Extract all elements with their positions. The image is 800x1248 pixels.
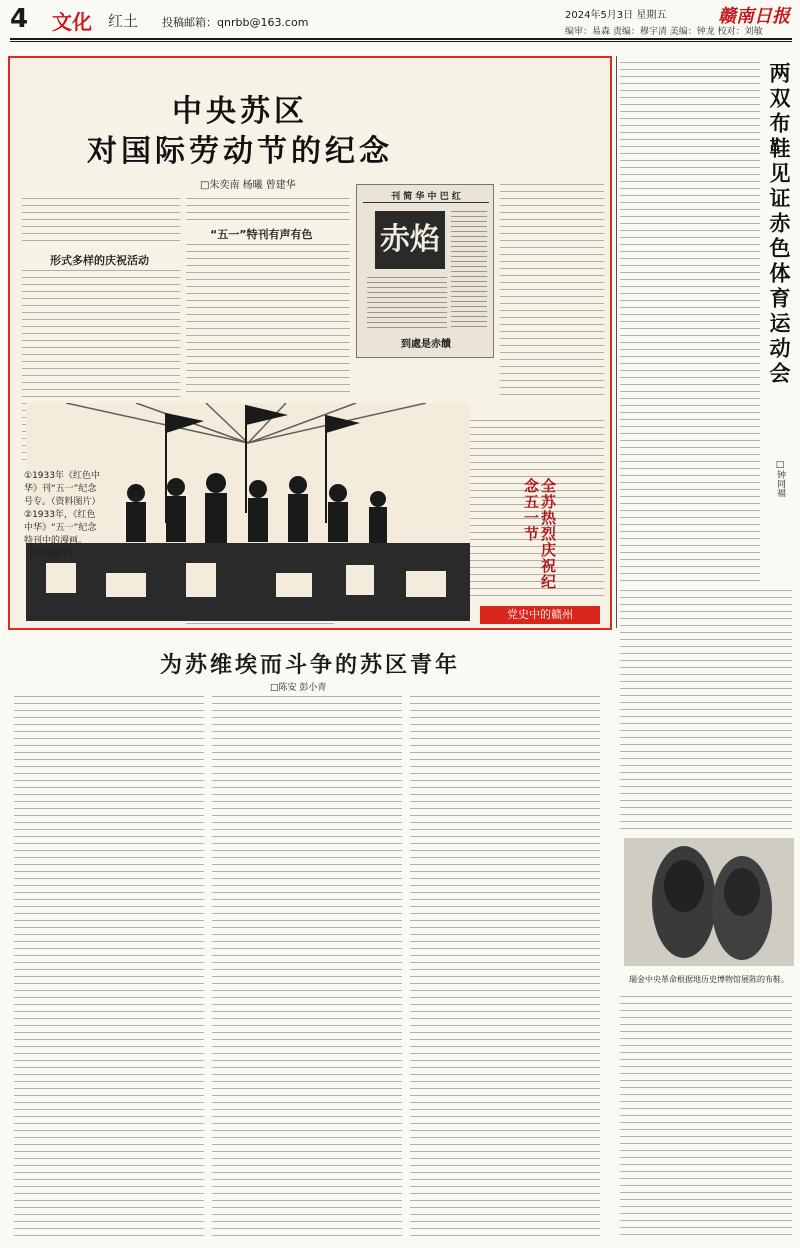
body-text-block xyxy=(500,184,604,400)
issue-date: 2024年5月3日 星期五 xyxy=(565,10,667,21)
clipping-text xyxy=(367,277,447,331)
main-title-line2: 对国际劳动节的纪念 xyxy=(87,134,393,169)
body-text-block xyxy=(186,198,350,220)
newspaper-logo: 赣南日报 xyxy=(718,6,790,27)
right-article-text xyxy=(620,996,792,1236)
bottom-article-text xyxy=(410,696,600,1236)
bottom-article-text xyxy=(14,696,204,1236)
bottom-article-text xyxy=(212,696,402,1236)
right-article-byline: □钟同福 xyxy=(775,460,785,497)
woodcut-caption: ①1933年《红色中华》刊“五一”纪念号专。（资料图片）②1933年，《红色中华》“五一”纪念特刊中的漫画。（资料图片） xyxy=(24,471,100,559)
subsection-title: 红土 xyxy=(108,12,139,30)
submission-email: 投稿邮箱：qnrbb@163.com xyxy=(162,16,309,29)
main-title-line1: 中央苏区 xyxy=(172,94,308,129)
right-article-text xyxy=(620,590,792,830)
vertical-slogan: 全苏热烈庆祝纪念五一节 xyxy=(522,478,557,590)
clipping-masthead: 刊 简 华 中 巴 红 xyxy=(363,189,489,203)
subhead-activities: 形式多样的庆祝活动 xyxy=(50,254,149,267)
section-title: 文化 xyxy=(52,10,92,34)
main-article-byline: □朱奕南 杨曦 曾建华 xyxy=(200,180,296,191)
page-number: 4 xyxy=(10,4,29,34)
clipping-footer: 到處是赤饋 xyxy=(401,339,451,350)
bottom-article-byline: □陈安 彭小青 xyxy=(270,683,327,693)
header-rule-thin xyxy=(10,41,792,42)
shoes-photo-caption: 瑞金中央革命根据地历史博物馆展陈的布鞋。 xyxy=(629,975,789,984)
main-article-title xyxy=(50,92,430,172)
column-divider xyxy=(616,56,617,628)
newspaper-clipping-image xyxy=(356,184,494,358)
cloth-shoes-photo xyxy=(624,838,794,966)
clipping-text xyxy=(451,211,487,331)
subhead-special-issue: “五一”特刊有声有色 xyxy=(210,228,313,241)
right-article-text xyxy=(620,62,760,582)
page-header xyxy=(0,0,800,46)
editor-credits: 编审：易森 责编：穆宇清 美编：钟龙 校对：刘敏 xyxy=(565,27,763,37)
party-history-stamp: 党史中的赣州 xyxy=(480,606,600,624)
main-article-frame xyxy=(8,56,612,630)
header-rule xyxy=(10,38,792,40)
body-text-block xyxy=(22,198,180,246)
clipping-headline: 赤焰 xyxy=(375,211,445,269)
right-article-title: 两双布鞋见证赤色体育运动会 xyxy=(767,62,792,387)
bottom-article-title: 为苏维埃而斗争的苏区青年 xyxy=(159,652,460,678)
body-text-block xyxy=(186,244,350,398)
